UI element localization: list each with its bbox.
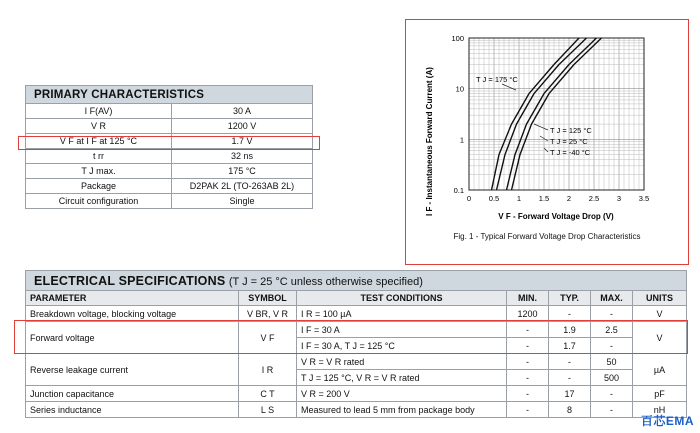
- electrical-subtitle: (T J = 25 °C unless otherwise specified): [228, 275, 423, 288]
- min-cell: -: [507, 322, 549, 338]
- param-cell: Breakdown voltage, blocking voltage: [26, 306, 239, 322]
- max-cell: -: [591, 306, 633, 322]
- symbol-cell: I R: [239, 354, 297, 386]
- param-cell: V R: [26, 119, 172, 134]
- table-row: [26, 119, 313, 134]
- min-cell: -: [507, 402, 549, 418]
- watermark-logo: 百芯EMA: [640, 414, 694, 428]
- table-row: [26, 179, 313, 194]
- param-cell: t rr: [26, 149, 172, 164]
- typ-cell: 8: [549, 402, 591, 418]
- x-tick-label: 1: [516, 194, 522, 203]
- units-cell: µA: [633, 354, 687, 386]
- y-tick-label: 0.1: [453, 186, 464, 195]
- y-tick-label: 100: [451, 34, 464, 43]
- header-typ: TYP.: [549, 291, 591, 306]
- param-cell: Circuit configuration: [26, 194, 172, 209]
- label-tm40: T J = -40 °C: [550, 148, 591, 157]
- plot-frame: [469, 38, 644, 190]
- table-row: [26, 386, 687, 402]
- figure-caption: Fig. 1 - Typical Forward Voltage Drop Characteristics: [453, 232, 641, 241]
- value-cell: 30 A: [172, 104, 313, 119]
- label-t175: T J = 175 °C: [476, 75, 518, 84]
- x-tick-label: 3.5: [638, 194, 650, 203]
- typ-cell: 1.7: [549, 338, 591, 354]
- max-cell: -: [591, 402, 633, 418]
- x-tick-label: 3: [616, 194, 622, 203]
- x-tick-label: 2: [566, 194, 572, 203]
- max-cell: 500: [591, 370, 633, 386]
- header-symbol: SYMBOL: [239, 291, 297, 306]
- test-cell: I F = 30 A: [297, 322, 507, 338]
- symbol-cell: V F: [239, 322, 297, 354]
- header-test-conditions: TEST CONDITIONS: [297, 291, 507, 306]
- y-tick-label: 1: [459, 135, 464, 145]
- param-cell: T J max.: [26, 164, 172, 179]
- y-axis-label: I F - Instantaneous Forward Current (A): [425, 67, 434, 216]
- param-cell: V F at I F at 125 °C: [26, 134, 172, 149]
- electrical-title-cell: [26, 271, 687, 291]
- forward-voltage-figure: [405, 19, 689, 265]
- param-cell: Forward voltage: [26, 322, 239, 354]
- test-cell: I R = 100 µA: [297, 306, 507, 322]
- max-cell: -: [591, 338, 633, 354]
- units-cell: V: [633, 306, 687, 322]
- min-cell: -: [507, 370, 549, 386]
- table-row: [26, 402, 687, 418]
- test-cell: I F = 30 A, T J = 125 °C: [297, 338, 507, 354]
- series-line-2: [507, 38, 597, 190]
- header-min: MIN.: [507, 291, 549, 306]
- max-cell: 2.5: [591, 322, 633, 338]
- vf-row-highlight: [18, 136, 320, 150]
- x-axis-label: V F - Forward Voltage Drop (V): [498, 212, 614, 221]
- x-tick-label: 1.5: [538, 194, 550, 203]
- y-tick-label: 10: [455, 84, 464, 94]
- table-row: [26, 104, 313, 119]
- value-cell: 175 °C: [172, 164, 313, 179]
- param-cell: Series inductance: [26, 402, 239, 418]
- test-cell: V R = 200 V: [297, 386, 507, 402]
- chart-series: [492, 38, 602, 190]
- value-cell: 32 ns: [172, 149, 313, 164]
- value-cell: 1.7 V: [172, 134, 313, 149]
- units-cell: pF: [633, 386, 687, 402]
- min-cell: -: [507, 386, 549, 402]
- symbol-cell: C T: [239, 386, 297, 402]
- x-tick-label: 0.5: [488, 194, 500, 203]
- test-cell: Measured to lead 5 mm from package body: [297, 402, 507, 418]
- min-cell: -: [507, 338, 549, 354]
- header-units: UNITS: [633, 291, 687, 306]
- forward-voltage-chart: [406, 20, 690, 230]
- table-row: [26, 149, 313, 164]
- series-line-0: [492, 38, 580, 190]
- label-t125: T J = 125 °C: [550, 126, 592, 135]
- table-row: [26, 164, 313, 179]
- header-parameter: PARAMETER: [26, 291, 239, 306]
- units-cell: V: [633, 322, 687, 354]
- chart-grid: [469, 38, 644, 190]
- typ-cell: 17: [549, 386, 591, 402]
- min-cell: -: [507, 354, 549, 370]
- param-cell: Reverse leakage current: [26, 354, 239, 386]
- table-row: [26, 354, 687, 370]
- min-cell: 1200: [507, 306, 549, 322]
- param-cell: I F(AV): [26, 104, 172, 119]
- x-tick-label: 2.5: [588, 194, 600, 203]
- x-tick-label: 0: [466, 194, 472, 203]
- label-t25: T J = 25 °C: [550, 137, 588, 146]
- test-cell: T J = 125 °C, V R = V R rated: [297, 370, 507, 386]
- forward-voltage-highlight: [14, 320, 688, 354]
- typ-cell: -: [549, 306, 591, 322]
- symbol-cell: L S: [239, 402, 297, 418]
- max-cell: -: [591, 386, 633, 402]
- symbol-cell: V BR, V R: [239, 306, 297, 322]
- param-cell: Junction capacitance: [26, 386, 239, 402]
- primary-title: PRIMARY CHARACTERISTICS: [26, 86, 313, 104]
- test-cell: V R = V R rated: [297, 354, 507, 370]
- typ-cell: -: [549, 354, 591, 370]
- value-cell: 1200 V: [172, 119, 313, 134]
- value-cell: Single: [172, 194, 313, 209]
- series-line-3: [512, 38, 602, 190]
- table-row: [26, 194, 313, 209]
- typ-cell: 1.9: [549, 322, 591, 338]
- electrical-title: ELECTRICAL SPECIFICATIONS: [34, 273, 226, 288]
- value-cell: D2PAK 2L (TO-263AB 2L): [172, 179, 313, 194]
- typ-cell: -: [549, 370, 591, 386]
- units-cell: nH: [633, 402, 687, 418]
- param-cell: Package: [26, 179, 172, 194]
- max-cell: 50: [591, 354, 633, 370]
- header-max: MAX.: [591, 291, 633, 306]
